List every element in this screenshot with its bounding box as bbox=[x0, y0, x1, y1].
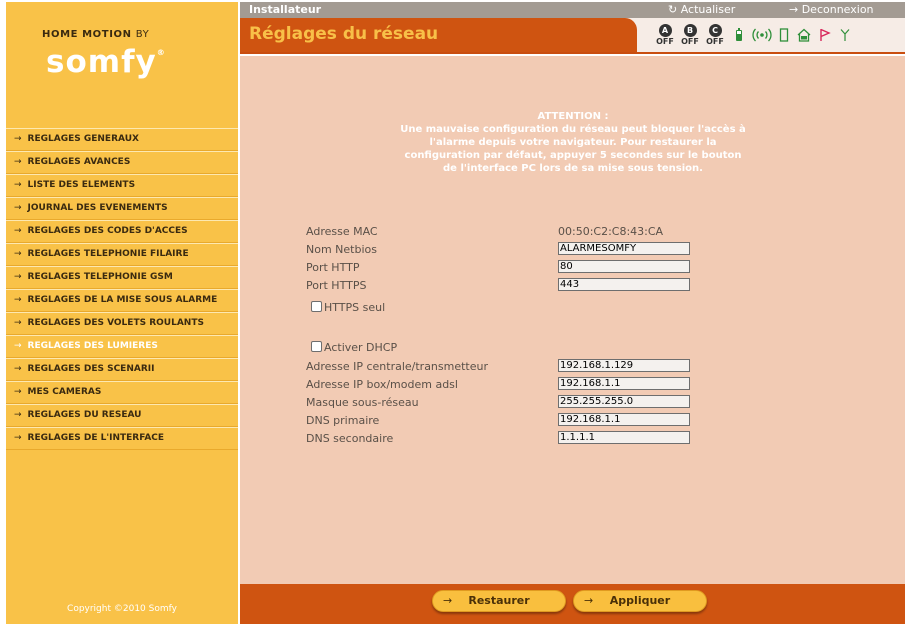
title-tab bbox=[240, 18, 637, 52]
arrow-icon: → bbox=[14, 318, 22, 328]
arrow-icon: → bbox=[14, 203, 22, 213]
door-icon bbox=[779, 28, 789, 46]
warning-title: ATTENTION : bbox=[537, 111, 609, 122]
https-port-input[interactable]: 443 bbox=[558, 278, 690, 291]
zone-c-icon: C bbox=[709, 24, 722, 37]
netbios-label: Nom Netbios bbox=[306, 243, 377, 256]
checkbox-icon[interactable] bbox=[311, 301, 322, 312]
arrow-icon: → bbox=[14, 272, 22, 282]
netbios-input[interactable]: ALARMESOMFY bbox=[558, 242, 690, 255]
apply-button[interactable]: → Appliquer bbox=[573, 590, 707, 612]
ip-box-label: Adresse IP box/modem adsl bbox=[306, 378, 458, 391]
sidebar-item-mise-sous-alarme[interactable]: → REGLAGES DE LA MISE SOUS ALARME bbox=[6, 289, 238, 312]
sidebar-item-journal-evenements[interactable]: → JOURNAL DES EVENEMENTS bbox=[6, 197, 238, 220]
arrow-icon: → bbox=[443, 594, 453, 607]
arrow-icon: → bbox=[14, 410, 22, 420]
sidebar-item-volets-roulants[interactable]: → REGLAGES DES VOLETS ROULANTS bbox=[6, 312, 238, 335]
sidebar-item-mes-cameras[interactable]: → MES CAMERAS bbox=[6, 381, 238, 404]
arrow-icon: → bbox=[14, 341, 22, 351]
dns-secondary-label: DNS secondaire bbox=[306, 432, 394, 445]
arrow-icon: → bbox=[14, 433, 22, 443]
sidebar-item-codes-acces[interactable]: → REGLAGES DES CODES D'ACCES bbox=[6, 220, 238, 243]
somfy-logo: somfy® bbox=[46, 44, 166, 80]
zone-b-icon: B bbox=[684, 24, 697, 37]
zone-b-status: B OFF bbox=[681, 26, 699, 46]
brand-tagline: HOME MOTION BY bbox=[42, 29, 150, 40]
main-content bbox=[240, 56, 905, 584]
top-bar bbox=[240, 2, 905, 18]
ip-box-input[interactable]: 192.168.1.1 bbox=[558, 377, 690, 390]
subnet-mask-label: Masque sous-réseau bbox=[306, 396, 419, 409]
copyright: Copyright ©2010 Somfy bbox=[67, 604, 177, 614]
refresh-link[interactable]: ↻ Actualiser bbox=[668, 3, 736, 16]
ip-central-label: Adresse IP centrale/transmetteur bbox=[306, 360, 489, 373]
arrow-icon: → bbox=[14, 157, 22, 167]
arrow-icon: → bbox=[14, 249, 22, 259]
sidebar-item-lumieres[interactable]: → REGLAGES DES LUMIERES bbox=[6, 335, 238, 358]
restore-button[interactable]: → Restaurer bbox=[432, 590, 566, 612]
sidebar-item-reseau[interactable]: → REGLAGES DU RESEAU bbox=[6, 404, 238, 427]
battery-icon bbox=[735, 28, 743, 46]
sidebar-item-telephonie-filaire[interactable]: → REGLAGES TELEPHONIE FILAIRE bbox=[6, 243, 238, 266]
sidebar-item-telephonie-gsm[interactable]: → REGLAGES TELEPHONIE GSM bbox=[6, 266, 238, 289]
dhcp-checkbox[interactable]: Activer DHCP bbox=[311, 341, 397, 354]
mac-value: 00:50:C2:C8:43:CA bbox=[558, 225, 664, 238]
warning-message bbox=[400, 110, 746, 175]
http-port-label: Port HTTP bbox=[306, 261, 360, 274]
checkbox-icon[interactable] bbox=[311, 341, 322, 352]
brand-logo bbox=[6, 2, 238, 122]
sidebar-item-interface[interactable]: → REGLAGES DE L'INTERFACE bbox=[6, 427, 238, 450]
sidebar-item-scenarii[interactable]: → REGLAGES DES SCENARII bbox=[6, 358, 238, 381]
home-ok-icon bbox=[796, 28, 812, 46]
arrow-icon: → bbox=[14, 134, 22, 144]
page-title: Réglages du réseau bbox=[249, 24, 439, 44]
user-role: Installateur bbox=[249, 3, 322, 16]
sidebar-item-reglages-generaux[interactable]: → REGLAGES GENERAUX bbox=[6, 128, 238, 151]
action-bar bbox=[240, 584, 905, 624]
zone-a-status: A OFF bbox=[656, 26, 674, 46]
arrow-icon: → bbox=[14, 387, 22, 397]
sidebar-item-reglages-avances[interactable]: → REGLAGES AVANCES bbox=[6, 151, 238, 174]
ip-central-input[interactable]: 192.168.1.129 bbox=[558, 359, 690, 372]
mac-label: Adresse MAC bbox=[306, 225, 378, 238]
radio-signal-icon bbox=[752, 28, 772, 46]
https-port-label: Port HTTPS bbox=[306, 279, 367, 292]
arrow-icon: → bbox=[14, 364, 22, 374]
alert-flag-icon bbox=[819, 28, 831, 46]
dns-primary-label: DNS primaire bbox=[306, 414, 380, 427]
arrow-icon: → bbox=[14, 295, 22, 305]
zone-a-icon: A bbox=[659, 24, 672, 37]
page-header bbox=[240, 18, 905, 54]
arrow-icon: → bbox=[14, 180, 22, 190]
arrow-icon: → bbox=[584, 594, 594, 607]
dns-secondary-input[interactable]: 1.1.1.1 bbox=[558, 431, 690, 444]
dns-primary-input[interactable]: 192.168.1.1 bbox=[558, 413, 690, 426]
antenna-icon bbox=[840, 28, 850, 46]
warning-text: Une mauvaise configuration du réseau peut bloquer l'accès à l'alarme depuis votre navigateur. Pour restaurer la configuration par défaut, appuyer 5 secondes sur le bouton de l'interface PC lors de sa mise sous tension. bbox=[400, 124, 746, 174]
subnet-mask-input[interactable]: 255.255.255.0 bbox=[558, 395, 690, 408]
sidebar-item-liste-elements[interactable]: → LISTE DES ELEMENTS bbox=[6, 174, 238, 197]
sidebar-menu bbox=[6, 128, 238, 450]
https-only-checkbox[interactable]: HTTPS seul bbox=[311, 301, 385, 314]
http-port-input[interactable]: 80 bbox=[558, 260, 690, 273]
sidebar bbox=[6, 2, 238, 624]
arrow-icon: → bbox=[14, 226, 22, 236]
zone-c-status: C OFF bbox=[706, 26, 724, 46]
logout-link[interactable]: → Deconnexion bbox=[789, 3, 874, 16]
